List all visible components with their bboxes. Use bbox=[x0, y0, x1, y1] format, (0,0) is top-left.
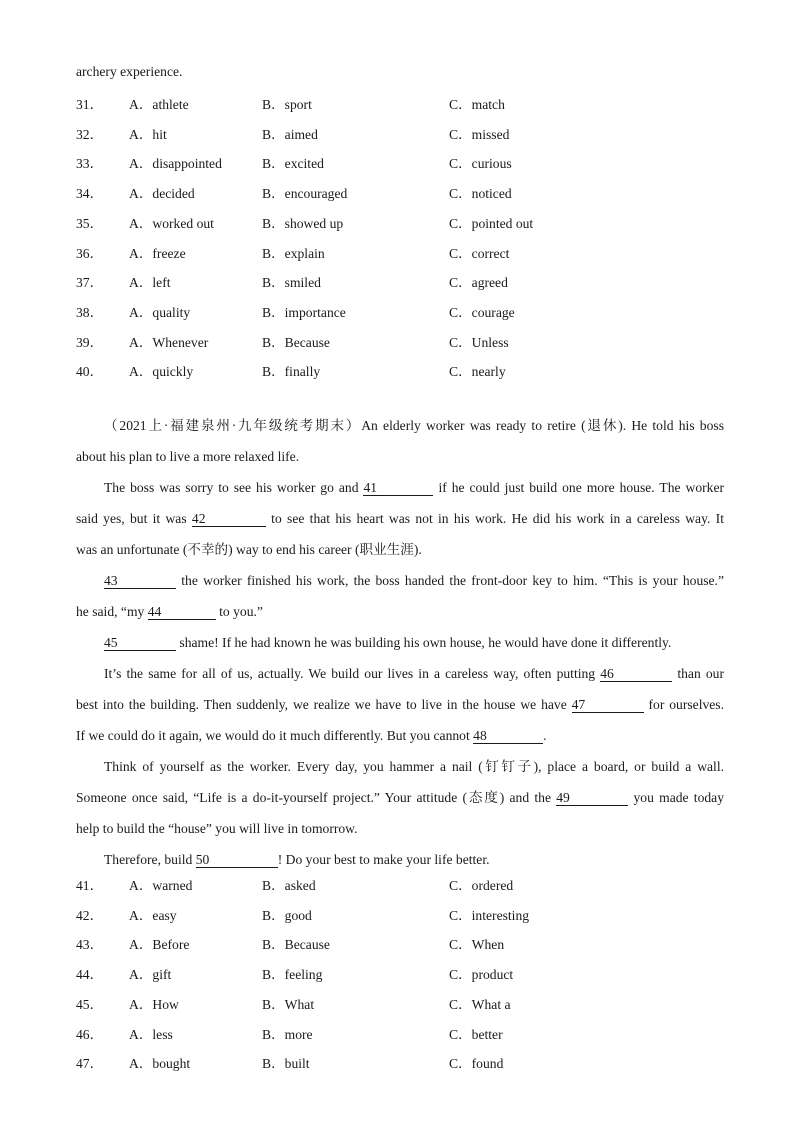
option-c: C．noticed bbox=[449, 186, 512, 202]
question-37 bbox=[76, 271, 724, 291]
question-36 bbox=[76, 242, 724, 262]
passage-line: It’s the same for all of us, actually. We build our lives in a careless way, often putting 46 than our bbox=[104, 666, 724, 681]
option-b: B．Because bbox=[262, 334, 330, 350]
question-number: 46． bbox=[76, 1026, 104, 1042]
option-a: A．worked out bbox=[129, 215, 214, 231]
option-c: C．found bbox=[449, 1056, 504, 1072]
option-b: B．importance bbox=[262, 304, 346, 320]
option-b: B．smiled bbox=[262, 275, 321, 291]
passage-line: Therefore, build 50 ! Do your best to make your life better. bbox=[104, 852, 490, 867]
question-number: 42． bbox=[76, 907, 104, 923]
option-a: A．freeze bbox=[129, 245, 186, 261]
question-number: 37． bbox=[76, 275, 104, 291]
option-a: A．quickly bbox=[129, 364, 194, 380]
passage-line: best into the building. Then suddenly, we realize we have to live in the house we have 47 for ourselves. bbox=[76, 697, 724, 712]
option-a: A．gift bbox=[129, 967, 172, 983]
option-c: C．nearly bbox=[449, 364, 506, 380]
option-b: B．good bbox=[262, 907, 312, 923]
option-c: C．product bbox=[449, 967, 514, 983]
question-number: 43． bbox=[76, 937, 104, 953]
option-b: B．sport bbox=[262, 97, 312, 112]
passage-source: （2021上·福建泉州·九年级统考期末） bbox=[104, 418, 362, 433]
question-40 bbox=[76, 360, 724, 380]
option-b: B．showed up bbox=[262, 215, 344, 231]
option-c: C．agreed bbox=[449, 275, 508, 291]
option-a: A．decided bbox=[129, 186, 195, 202]
question-33 bbox=[76, 152, 724, 172]
option-b: B．built bbox=[262, 1056, 310, 1072]
option-c: C．better bbox=[449, 1026, 503, 1042]
option-c: C．interesting bbox=[449, 907, 530, 923]
option-b: B．Because bbox=[262, 937, 330, 953]
option-a: A．less bbox=[129, 1026, 173, 1042]
option-c: C．match bbox=[449, 97, 505, 112]
question-number: 40． bbox=[76, 364, 104, 380]
blank-43[interactable]: 43 bbox=[104, 573, 176, 589]
option-b: B．asked bbox=[262, 878, 316, 893]
option-a: A．How bbox=[129, 996, 179, 1012]
cloze-passage bbox=[76, 410, 724, 875]
question-38 bbox=[76, 301, 724, 321]
question-number: 39． bbox=[76, 334, 104, 350]
question-47 bbox=[76, 1052, 724, 1072]
blank-42[interactable]: 42 bbox=[192, 511, 266, 527]
option-c: C．courage bbox=[449, 304, 515, 320]
passage-line: Think of yourself as the worker. Every day, you hammer a nail (钉钉子), place a board, or build a wall. bbox=[104, 759, 724, 774]
option-a: A．Before bbox=[129, 937, 190, 953]
option-a: A．easy bbox=[129, 907, 177, 923]
question-number: 41． bbox=[76, 878, 104, 893]
question-number: 33． bbox=[76, 156, 104, 172]
question-42 bbox=[76, 904, 724, 924]
option-b: B．explain bbox=[262, 245, 325, 261]
option-c: C．pointed out bbox=[449, 215, 534, 231]
question-number: 31． bbox=[76, 97, 104, 112]
passage-line: 43 the worker finished his work, the boss handed the front-door key to him. “This is your house.” bbox=[104, 573, 724, 588]
passage-tail: archery experience. bbox=[76, 64, 183, 79]
option-b: B．more bbox=[262, 1026, 313, 1042]
blank-46[interactable]: 46 bbox=[600, 666, 672, 682]
passage-line: help to build the “house” you will live in tomorrow. bbox=[76, 821, 358, 836]
blank-47[interactable]: 47 bbox=[572, 697, 644, 713]
option-a: A．Whenever bbox=[129, 334, 209, 350]
question-number: 45． bbox=[76, 996, 104, 1012]
question-32 bbox=[76, 123, 724, 143]
question-number: 32． bbox=[76, 126, 104, 142]
option-b: B．aimed bbox=[262, 126, 318, 142]
option-a: A．hit bbox=[129, 126, 167, 142]
passage-line: If we could do it again, we would do it much differently. But you cannot 48 . bbox=[76, 728, 547, 743]
question-46 bbox=[76, 1023, 724, 1043]
option-c: C．ordered bbox=[449, 878, 514, 893]
option-a: A．warned bbox=[129, 878, 193, 893]
option-c: C．Unless bbox=[449, 334, 509, 350]
passage-line: 45 shame! If he had known he was building his own house, he would have done it differently. bbox=[104, 635, 672, 650]
blank-48[interactable]: 48 bbox=[473, 728, 543, 744]
question-number: 44． bbox=[76, 967, 104, 983]
option-c: C．curious bbox=[449, 156, 512, 172]
passage-line: Someone once said, “Life is a do-it-yourself project.” Your attitude (态度) and the 49 you made today bbox=[76, 790, 724, 805]
question-35 bbox=[76, 212, 724, 232]
passage-line: （2021上·福建泉州·九年级统考期末）An elderly worker was ready to retire (退休). He told his boss bbox=[104, 418, 724, 433]
option-b: B．encouraged bbox=[262, 186, 348, 202]
option-c: C．When bbox=[449, 937, 505, 953]
passage-line: was an unfortunate (不幸的) way to end his career (职业生涯). bbox=[76, 542, 422, 557]
question-number: 36． bbox=[76, 245, 104, 261]
blank-50[interactable]: 50 bbox=[196, 852, 278, 868]
blank-44[interactable]: 44 bbox=[148, 604, 216, 620]
question-number: 34． bbox=[76, 186, 104, 202]
passage-line: said yes, but it was 42 to see that his heart was not in his work. He did his work in a careless way. It bbox=[76, 511, 724, 526]
question-number: 38． bbox=[76, 304, 104, 320]
option-b: B．excited bbox=[262, 156, 324, 172]
option-a: A．quality bbox=[129, 304, 191, 320]
question-34 bbox=[76, 182, 724, 202]
blank-49[interactable]: 49 bbox=[556, 790, 628, 806]
passage-line: The boss was sorry to see his worker go and 41 if he could just build one more house. The worker bbox=[104, 480, 724, 495]
question-45 bbox=[76, 993, 724, 1013]
option-a: A．athlete bbox=[129, 97, 189, 112]
option-b: B．feeling bbox=[262, 967, 323, 983]
question-number: 35． bbox=[76, 215, 104, 231]
option-c: C．correct bbox=[449, 245, 510, 261]
blank-45[interactable]: 45 bbox=[104, 635, 176, 651]
option-c: C．missed bbox=[449, 126, 510, 142]
blank-41[interactable]: 41 bbox=[363, 480, 433, 496]
option-b: B．finally bbox=[262, 364, 321, 380]
option-a: A．bought bbox=[129, 1056, 191, 1072]
option-c: C．What a bbox=[449, 996, 511, 1012]
passage-line: he said, “my 44 to you.” bbox=[76, 604, 263, 619]
question-44 bbox=[76, 963, 724, 983]
option-b: B．What bbox=[262, 996, 315, 1012]
question-41 bbox=[76, 874, 724, 894]
question-43 bbox=[76, 933, 724, 953]
passage-line: about his plan to live a more relaxed life. bbox=[76, 449, 300, 464]
question-39 bbox=[76, 331, 724, 351]
question-31 bbox=[76, 93, 724, 113]
option-a: A．left bbox=[129, 275, 171, 291]
question-number: 47． bbox=[76, 1056, 104, 1072]
option-a: A．disappointed bbox=[129, 156, 222, 172]
